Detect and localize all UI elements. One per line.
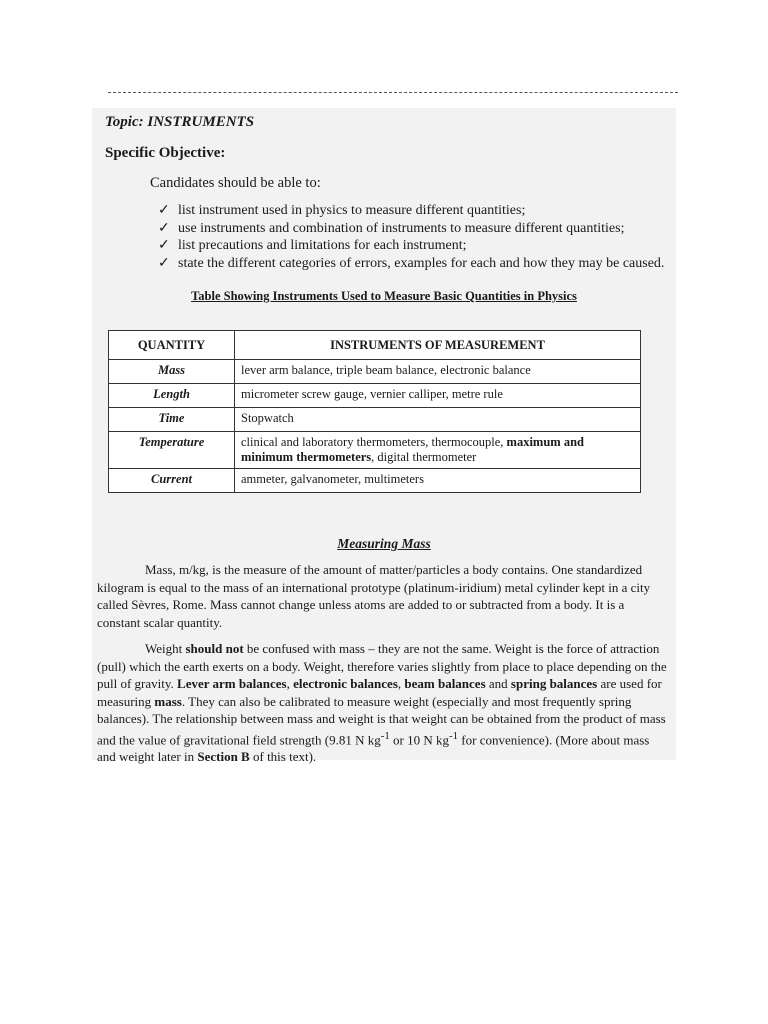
list-item: ✓ list instrument used in physics to measure different quantities;	[158, 203, 526, 218]
quantity-cell: Current	[109, 469, 235, 493]
list-item: ✓ use instruments and combination of instruments to measure different quantities;	[158, 220, 625, 236]
quantity-cell: Time	[109, 408, 235, 432]
instruments-cell: lever arm balance, triple beam balance, electronic balance	[235, 360, 641, 384]
objective-list	[158, 202, 664, 272]
objective-heading: Specific Objective:	[105, 145, 226, 161]
checkmark-icon: ✓	[158, 255, 170, 271]
table-row	[109, 432, 641, 469]
list-item: ✓ state the different categories of errors, examples for each and how they may be caused.	[158, 255, 665, 271]
instruments-cell: clinical and laboratory thermometers, thermocouple, maximum and minimum thermometers, digital thermometer	[235, 432, 641, 469]
paragraph-weight: Weight should not be confused with mass – they are not the same. Weight is the force of attraction (pull) which the earth exerts on a body. Weight, therefore varies slightly from place to place depending on the pull of gravity. Lever arm balances, electronic balances, beam balances and spring balances are used for measuring mass. They can also be calibrated to measure weight (especially and most frequently spring balances). The relationship between mass and weight is that weight can be obtained from the product of mass and the value of gravitational field strength (9.81 N $kg^{-1}$ or 10 N $kg^{-1}$ for convenience). (More about mass and weight later in Section B of this text).	[97, 641, 667, 765]
table-row	[109, 360, 641, 384]
section-heading: Measuring Mass	[337, 536, 431, 551]
list-item: ✓ list precautions and limitations for each instrument;	[158, 238, 467, 253]
table-row	[109, 408, 641, 432]
instruments-cell: ammeter, galvanometer, multimeters	[235, 469, 641, 493]
table-title: Table Showing Instruments Used to Measure Basic Quantities in Physics	[191, 289, 577, 303]
paragraph-mass: Mass, m/kg, is the measure of the amount of matter/particles a body contains. One standardized kilogram is equal to the mass of an international prototype (platinum-iridium) metal cylinder kept in a city called Sèvres, Rome. Mass cannot change unless atoms are added to or subtracted from a body. It is a constant scalar quantity.	[97, 562, 651, 630]
instruments-cell: micrometer screw gauge, vernier calliper, metre rule	[235, 384, 641, 408]
topic-heading: Topic: INSTRUMENTS	[105, 114, 255, 130]
instruments-table	[108, 330, 641, 493]
checkmark-icon: ✓	[158, 203, 170, 218]
instruments-cell: Stopwatch	[235, 408, 641, 432]
checkmark-icon: ✓	[158, 238, 170, 253]
column-header-instruments: INSTRUMENTS OF MEASUREMENT	[235, 331, 641, 360]
table-row	[109, 384, 641, 408]
quantity-cell: Mass	[109, 360, 235, 384]
quantity-cell: Length	[109, 384, 235, 408]
quantity-cell: Temperature	[109, 432, 235, 469]
table-header-row	[109, 331, 641, 360]
checkmark-icon: ✓	[158, 220, 170, 236]
table-row	[109, 469, 641, 493]
top-dashed-rule	[108, 92, 678, 93]
column-header-quantity: QUANTITY	[109, 331, 235, 360]
objective-intro: Candidates should be able to:	[150, 175, 321, 191]
